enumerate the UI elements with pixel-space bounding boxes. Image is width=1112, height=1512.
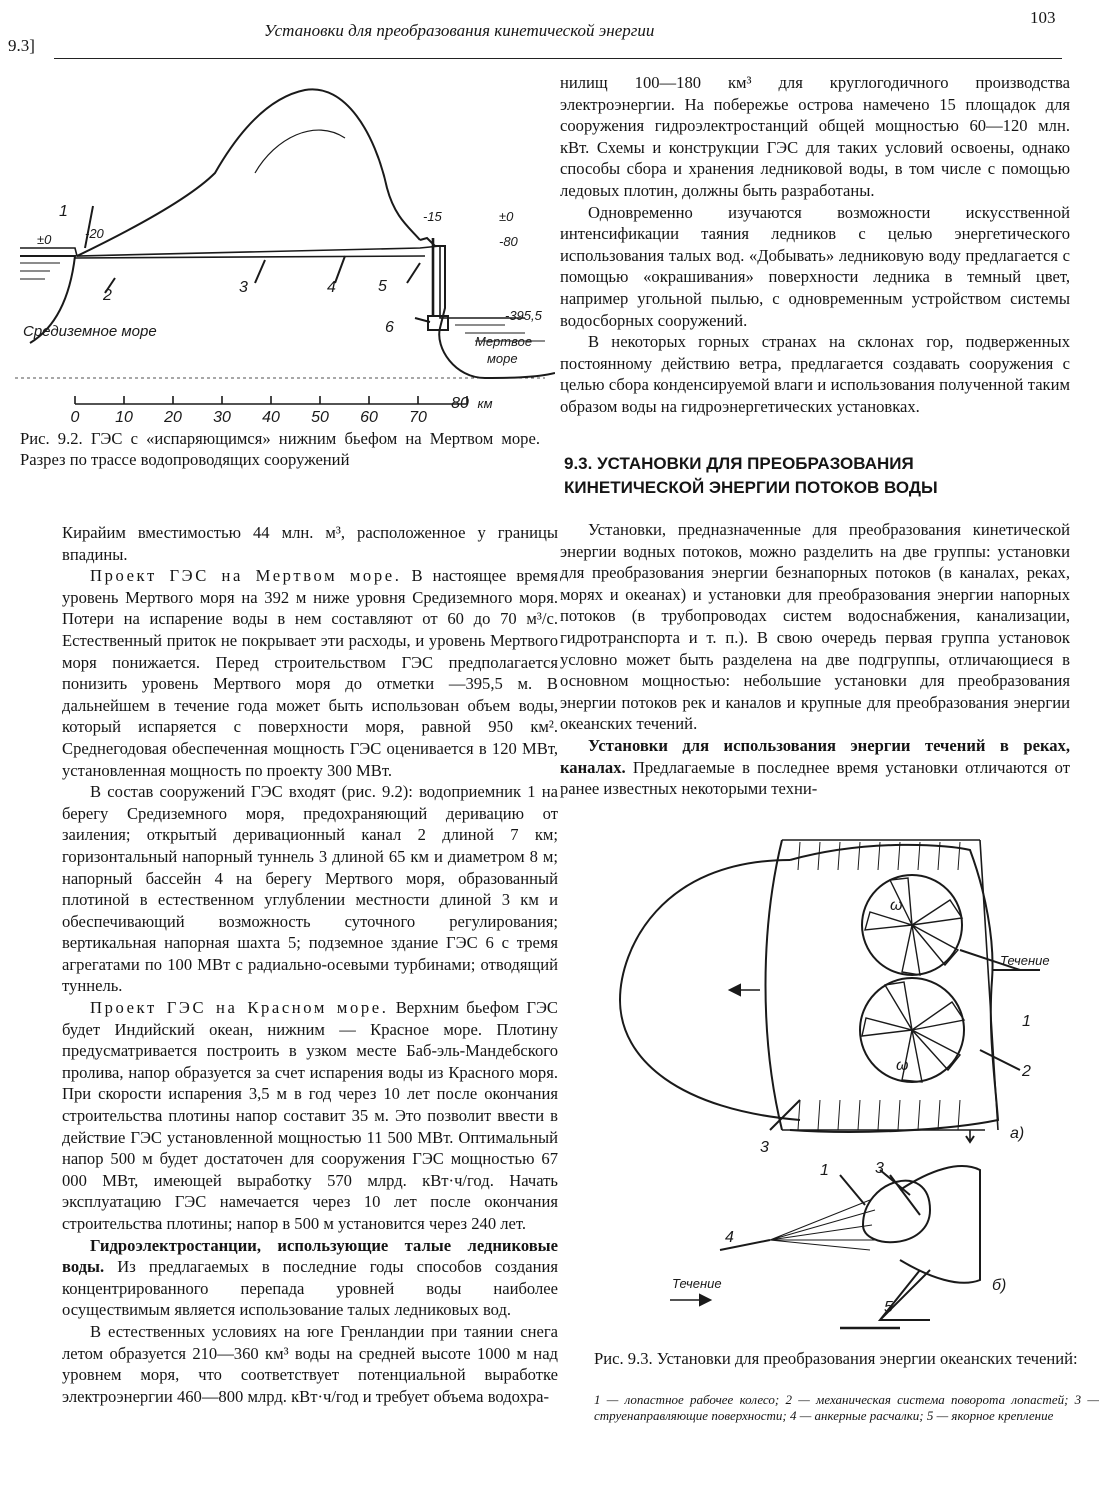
svg-text:км: км (477, 396, 493, 411)
figure-9-3-legend: 1 — лопастное рабочее колесо; 2 — механическая система поворота лопастей; 3 — струенаправляющие поверхности; 4 — анкерные расчалки; 5 — якорное крепление (594, 1392, 1099, 1423)
paragraph: Проект ГЭС на Мертвом море. В настоящее время уровень Мертвого моря на 392 м ниже уровня Средиземного моря. Потери на испарение воды в нем составляют от 60 до 70 м³/с. Естественный приток не покрывает эти расходы, и уровень Мертвого моря понижается. Перед строительством ГЭС предполагается понизить уровень Мертвого моря до отметки —395,5 м. В дальнейшем в течение года может быть использован объем воды, который испаряется с поверхности моря, равной 950 км². Среднегодовая обеспеченная мощность ГЭС оценивается в 120 МВт, установленная мощность по проекту 300 МВт. (62, 566, 558, 780)
label-2a: 2 (1022, 1063, 1031, 1080)
label-1a: 1 (1022, 1013, 1031, 1030)
level-minus-15: -15 (423, 209, 442, 224)
svg-text:20: 20 (164, 409, 182, 423)
svg-text:60: 60 (360, 409, 378, 423)
label-3: 3 (239, 279, 248, 296)
label-3a: 3 (760, 1139, 769, 1156)
label-1b: 1 (820, 1162, 829, 1179)
svg-text:30: 30 (213, 409, 231, 423)
label-6: 6 (385, 319, 394, 336)
label-1: 1 (59, 203, 68, 220)
label-5: 5 (378, 278, 387, 295)
level-left-zero: ±0 (37, 232, 52, 247)
paragraph: Проект ГЭС на Красном море. Верхним бьефом ГЭС будет Индийский океан, нижним — Красное море. Плотину предусматривается построить в узком месте Баб-эль-Мандебского пролива, напор образуется за счет испарения воды из Красного моря. При скорости испарения 3,5 м в год через 10 лет после окончания строительства плотины напор составит 35 м. Это позволит ввести в действие ГЭС установленной мощностью 11 500 МВт. Оптимальный напор 500 м будет достаточен для сооружения ГЭС мощностью 67 000 МВт, имеющей выработку 570 млрд. кВт·ч/год. Начать эксплуатацию ГЭС намечается через 10 лет после окончания строительства плотины; напор в 500 м установится через 240 лет. (62, 998, 558, 1233)
label-4b: 4 (725, 1229, 734, 1246)
level-right-zero: ±0 (499, 209, 514, 224)
page-number: 103 (1030, 8, 1056, 27)
guide-surface (766, 840, 783, 1130)
flow-label-a: Течение (1000, 953, 1050, 968)
blades (862, 878, 964, 1082)
left-column (62, 522, 558, 1407)
label-3b: 3 (875, 1160, 884, 1177)
turbine-b-diffuser (900, 1166, 980, 1283)
mountain-outline (77, 89, 420, 256)
figure-9-2-caption: Рис. 9.2. ГЭС с «испаряющимся» нижним бьефом на Мертвом море. Разрез по трассе водопроводящих сооружений (20, 429, 540, 469)
figure-9-2-cross-section (15, 78, 555, 423)
header-rule (54, 58, 1062, 59)
level-minus-80: -80 (499, 234, 518, 249)
figure-9-3-current-turbines (600, 830, 1100, 1340)
paragraph: нилищ 100—180 км³ для круглогодичного производства электроэнергии. На побережье острова намечено 15 площадок для сооружения гидроэлектростанций общей мощностью 60—120 млн. кВт. Схемы и конструкции ГЭС для таких условий освоены, однако способы сбора и хранения ледниковой воды, в том числе с помощью ледовых плотин, должны быть разработаны. (560, 73, 1070, 200)
subfigure-a: а) (1010, 1125, 1025, 1142)
flow-label-b: Течение (672, 1276, 722, 1291)
svg-text:40: 40 (262, 409, 280, 423)
label-5b: 5 (884, 1299, 893, 1316)
right-column-bottom (560, 519, 1070, 800)
section-number: 9.3] (8, 36, 35, 55)
paragraph: В некоторых горных странах на склонах гор, подверженных постоянному действию ветра, предлагается создавать сооружения с целью сбора конденсируемой влаги и использования полученной таким образом воды на гидроэнергетических установках. (560, 332, 1070, 416)
paragraph: Установки для использования энергии течений в реках, каналах. Предлагаемые в последнее время установки отличаются от ранее известных некоторыми техни- (560, 735, 1070, 799)
mediterranean-sea-label: Средиземное море (23, 323, 157, 340)
label-4: 4 (327, 279, 336, 296)
level-minus-395: -395,5 (505, 308, 542, 323)
svg-text:10: 10 (115, 409, 133, 423)
section-heading: 9.3. УСТАНОВКИ ДЛЯ ПРЕОБРАЗОВАНИЯ КИНЕТИЧЕСКОЙ ЭНЕРГИИ ПОТОКОВ ВОДЫ (564, 454, 938, 497)
turbine-b-rotor (863, 1181, 930, 1243)
paragraph: В естественных условиях на юге Гренландии при таянии снега летом образуется 210—360 км³ воды на средней высоте 1000 м над уровнем моря, что соответствует потенциальной выработке электроэнергии 460—800 млрд. кВт·ч/год и требует объема водохра- (62, 1321, 558, 1406)
figure-9-3-caption: Рис. 9.3. Установки для преобразования энергии океанских течений: (594, 1349, 1078, 1368)
paragraph: Кирайим вместимостью 44 млн. м³, расположенное у границы впадины. (62, 523, 558, 564)
paragraph: Одновременно изучаются возможности искусственной интенсификации таяния ледников с целью энергетического использования талых вод. «Добывать» ледниковую воду предлагается с помощью «окрашивания» поверхности ледника в темный цвет, например угольной пылью, с одновременным устройством системы водосборных сооружений. (560, 202, 1070, 330)
svg-text:0: 0 (70, 409, 80, 423)
scale-ticks (75, 396, 467, 404)
paragraph: Гидроэлектростанции, использующие талые ледниковые воды. Из предлагаемых в последние годы способов создания концентрированного перепада уровней воды наиболее осуществимым является использование талых ледниковых вод. (62, 1235, 558, 1320)
svg-text:50: 50 (311, 409, 329, 423)
paragraph: В состав сооружений ГЭС входят (рис. 9.2): водоприемник 1 на берегу Средиземного моря, предохраняющий деривацию от заиления; открытый деривационный канал 2 длиной 7 км; горизонтальный напорный туннель 3 длиной 65 км и диаметром 8 м; напорный бассейн 4 на берегу Мертвого моря, образованный плотиной в естественном углублении местности длиной 3 км и обеспечивающий возможность суточного регулирования; вертикальная напорная шахта 5; подземное здание ГЭС 6 с тремя агрегатами по 100 МВт с радиально-осевыми турбинами; отводящий туннель. (62, 782, 558, 996)
running-title: Установки для преобразования кинетической энергии (264, 21, 655, 40)
scale-labels (71, 395, 493, 423)
omega-top: ω (890, 897, 903, 914)
svg-text:70: 70 (409, 409, 427, 423)
subfigure-b: б) (992, 1277, 1007, 1294)
paragraph: Установки, предназначенные для преобразования кинетической энергии водных потоков, можно разделить на две группы: установки для преобразования энергии безнапорных потоков (в каналах, реках, морях и океанах) и установки для преобразования энергии напорных потоков (в трубопроводах систем водоснабжения, канализации, гидротранспорта и т. п.). В свою очередь первая группа установок условно может быть разделена на две подгруппы, отличающиеся в основном мощностью: небольшие установки для преобразования энергии потоков рек и каналов и крупные для преобразования энергии океанских течений. (560, 520, 1070, 734)
svg-text:80: 80 (451, 395, 469, 412)
dead-sea-label-2: море (487, 351, 518, 366)
omega-bottom: ω (896, 1057, 909, 1074)
level-minus-20: -20 (85, 226, 104, 241)
dead-sea-label-1: Мертвое (475, 334, 533, 349)
shroud-ribs (798, 842, 960, 1130)
label-2: 2 (103, 287, 112, 304)
right-column-top (560, 72, 1070, 418)
